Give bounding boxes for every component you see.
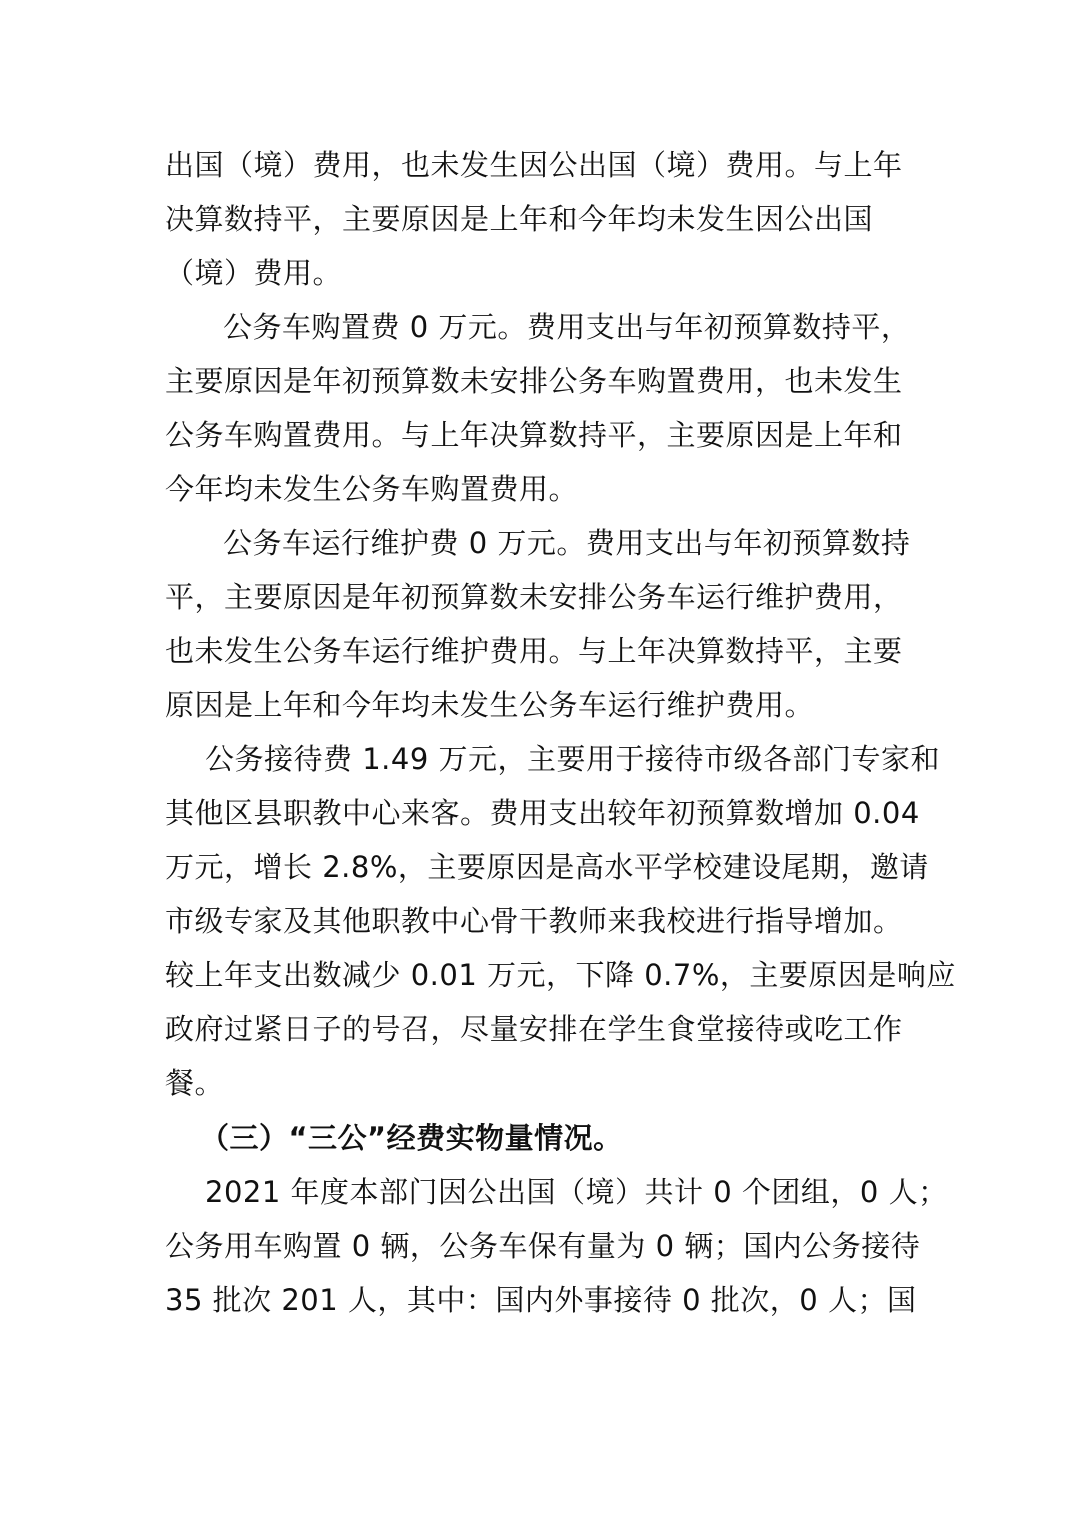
paragraph-line: 出国（境）费用，也未发生因公出国（境）费用。与上年	[165, 148, 903, 182]
paragraph-line: 其他区县职教中心来客。费用支出较年初预算数增加 0.04	[165, 796, 920, 830]
paragraph-line: 2021 年度本部门因公出国（境）共计 0 个团组，0 人；	[205, 1175, 948, 1209]
paragraph-line: 决算数持平，主要原因是上年和今年均未发生因公出国	[165, 202, 874, 236]
section-heading: （三）“三公”经费实物量情况。	[200, 1121, 623, 1155]
paragraph-line: 主要原因是年初预算数未安排公务车购置费用，也未发生	[165, 364, 903, 398]
paragraph-line: 也未发生公务车运行维护费用。与上年决算数持平，主要	[165, 634, 903, 668]
paragraph-line: 公务用车购置 0 辆，公务车保有量为 0 辆；国内公务接待	[165, 1229, 921, 1263]
paragraph-line: 公务车购置费 0 万元。费用支出与年初预算数持平，	[223, 310, 911, 344]
paragraph-line: 原因是上年和今年均未发生公务车运行维护费用。	[165, 688, 815, 722]
paragraph-line: 市级专家及其他职教中心骨干教师来我校进行指导增加。	[165, 904, 903, 938]
paragraph-line: （境）费用。	[165, 256, 343, 290]
paragraph-line: 公务车购置费用。与上年决算数持平，主要原因是上年和	[165, 418, 903, 452]
paragraph-line: 政府过紧日子的号召，尽量安排在学生食堂接待或吃工作	[165, 1012, 903, 1046]
paragraph-line: 较上年支出数减少 0.01 万元，下降 0.7%，主要原因是响应	[165, 958, 956, 992]
paragraph-line: 35 批次 201 人，其中：国内外事接待 0 批次，0 人；国	[165, 1283, 917, 1317]
paragraph-line: 餐。	[165, 1066, 225, 1100]
paragraph-line: 今年均未发生公务车购置费用。	[165, 472, 579, 506]
paragraph-line: 平，主要原因是年初预算数未安排公务车运行维护费用，	[165, 580, 903, 614]
paragraph-line: 公务车运行维护费 0 万元。费用支出与年初预算数持	[223, 526, 911, 560]
paragraph-line: 万元，增长 2.8%，主要原因是高水平学校建设尾期，邀请	[165, 850, 929, 884]
paragraph-line: 公务接待费 1.49 万元，主要用于接待市级各部门专家和	[205, 742, 941, 776]
